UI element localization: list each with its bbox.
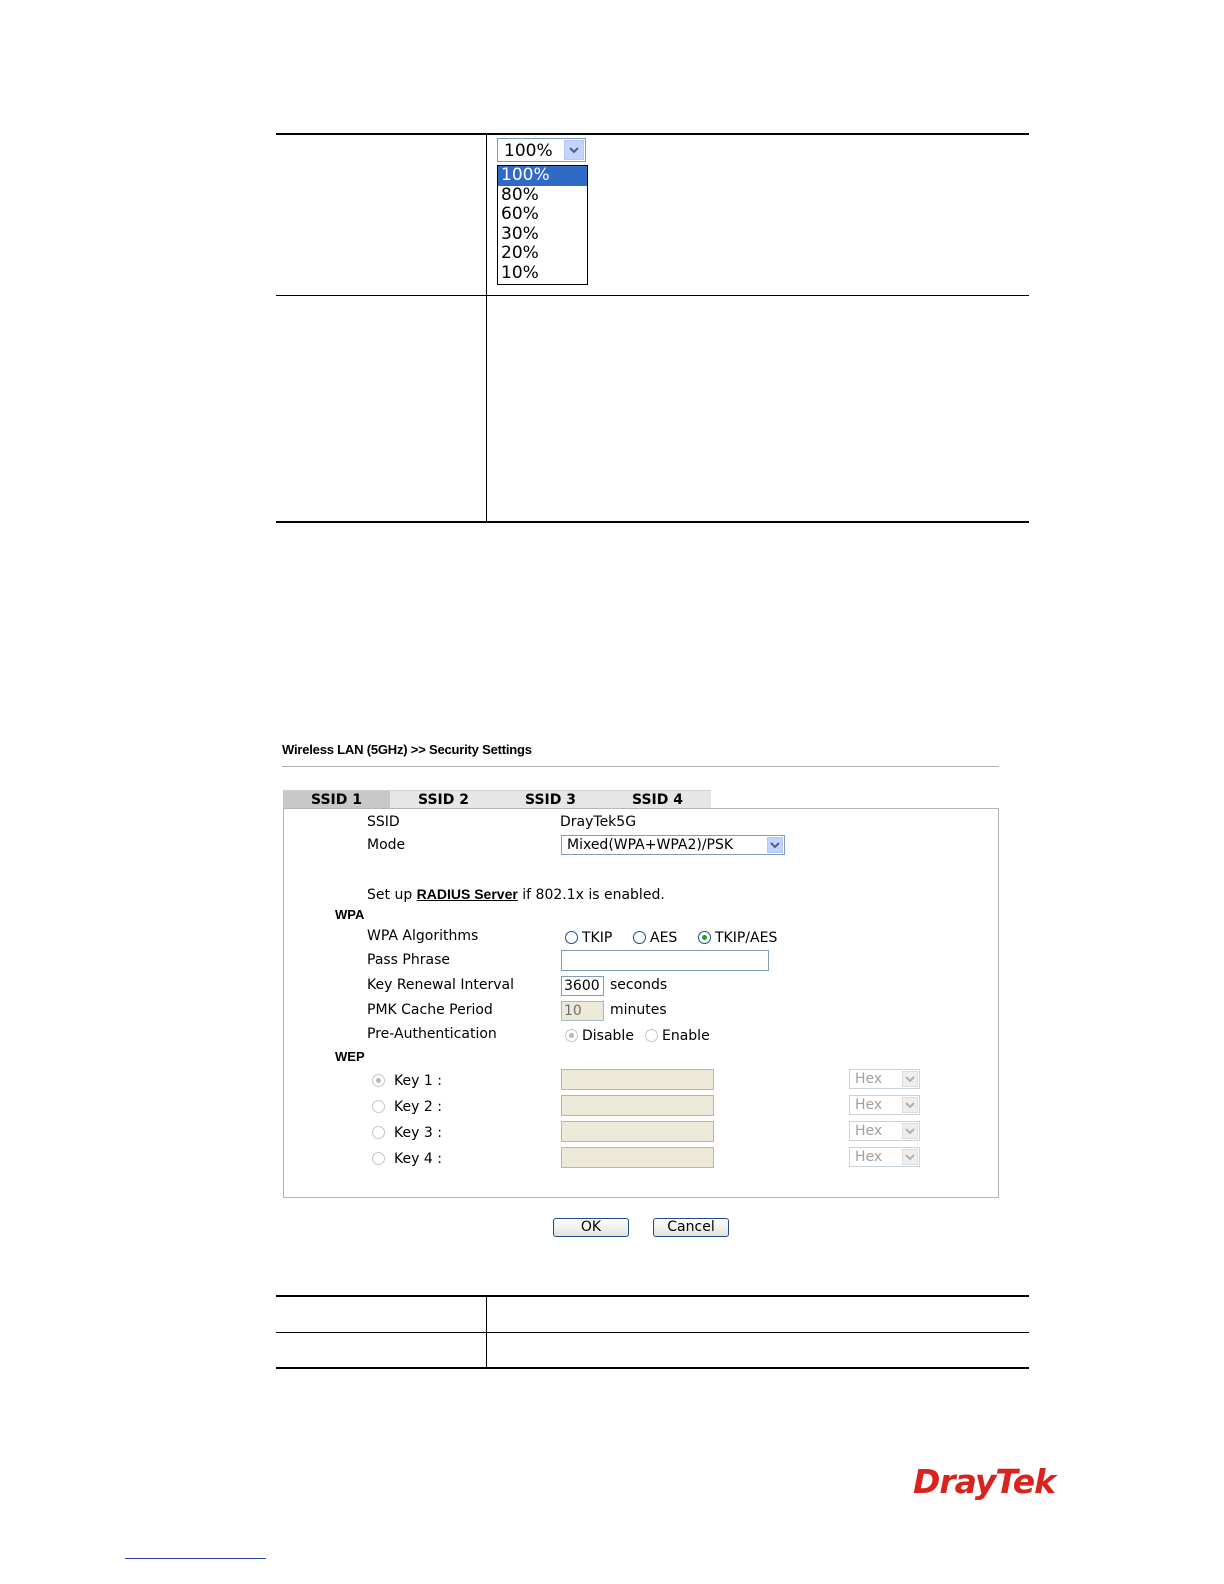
key-1-format-value: Hex <box>855 1071 883 1087</box>
pass-phrase-input[interactable] <box>561 950 769 971</box>
radius-prefix: Set up <box>367 887 413 903</box>
key-4-radio[interactable] <box>372 1152 385 1165</box>
aes-radio[interactable] <box>633 931 646 944</box>
pmk-cache-input[interactable]: 10 <box>561 1001 604 1021</box>
tkip-label: TKIP <box>582 930 613 946</box>
key-2-format-value: Hex <box>855 1097 883 1113</box>
chevron-down-icon[interactable] <box>767 837 783 853</box>
key-4-format-select[interactable] <box>849 1147 920 1167</box>
key-1-label: Key 1 : <box>394 1073 442 1089</box>
key-4-input[interactable] <box>561 1147 714 1168</box>
key-renewal-input[interactable]: 3600 <box>561 976 604 996</box>
power-option[interactable]: 10% <box>501 262 539 283</box>
pre-auth-enable-radio[interactable] <box>645 1029 658 1042</box>
key-3-format-value: Hex <box>855 1123 883 1139</box>
aes-label: AES <box>650 930 678 946</box>
key-4-label: Key 4 : <box>394 1151 442 1167</box>
tkip-aes-label: TKIP/AES <box>715 930 778 946</box>
cancel-button[interactable]: Cancel <box>653 1218 729 1237</box>
mode-label: Mode <box>367 837 406 853</box>
key-3-input[interactable] <box>561 1121 714 1142</box>
chevron-down-icon[interactable] <box>902 1071 918 1087</box>
key-1-radio[interactable] <box>372 1074 385 1087</box>
transmission-power-select[interactable] <box>497 138 586 162</box>
wpa-heading: WPA <box>335 907 365 922</box>
mode-selected-value: Mixed(WPA+WPA2)/PSK <box>567 837 734 853</box>
tab-ssid-1[interactable]: SSID 1 <box>283 790 390 808</box>
page-title: Wireless LAN (5GHz) >> Security Settings <box>282 742 532 757</box>
pre-auth-disable-label: Disable <box>582 1028 634 1044</box>
tab-ssid-3[interactable]: SSID 3 <box>497 790 604 808</box>
key-1-input[interactable] <box>561 1069 714 1090</box>
tab-ssid-4[interactable]: SSID 4 <box>604 790 711 808</box>
pmk-cache-label: PMK Cache Period <box>367 1002 493 1018</box>
key-2-input[interactable] <box>561 1095 714 1116</box>
draytek-logo: DrayTek <box>913 1462 1056 1501</box>
pass-phrase-label: Pass Phrase <box>367 952 450 968</box>
key-renewal-label: Key Renewal Interval <box>367 977 515 993</box>
mode-select[interactable] <box>561 835 785 855</box>
key-3-label: Key 3 : <box>394 1125 442 1141</box>
table-row-divider <box>276 295 1029 296</box>
chevron-down-icon[interactable] <box>902 1149 918 1165</box>
footer-rule <box>125 1558 266 1559</box>
table2-row-divider <box>276 1332 1029 1333</box>
key-1-format-select[interactable] <box>849 1069 920 1089</box>
power-selected-value: 100% <box>504 141 553 161</box>
tkip-aes-radio[interactable] <box>698 931 711 944</box>
pre-auth-disable-radio[interactable] <box>565 1029 578 1042</box>
table2-top-border <box>276 1295 1029 1297</box>
power-option[interactable]: 80% <box>501 184 539 205</box>
table2-column-divider <box>486 1297 487 1369</box>
chevron-down-icon[interactable] <box>902 1097 918 1113</box>
power-option[interactable]: 60% <box>501 204 539 225</box>
key-renewal-unit: seconds <box>610 977 668 993</box>
wpa-algorithms-label: WPA Algorithms <box>367 928 479 944</box>
power-option[interactable]: 20% <box>501 243 539 264</box>
ssid-label: SSID <box>367 814 400 830</box>
radius-note <box>367 886 665 903</box>
power-option[interactable]: 30% <box>501 223 539 244</box>
tab-ssid-2[interactable]: SSID 2 <box>390 790 497 808</box>
wep-heading: WEP <box>335 1049 365 1064</box>
radius-suffix: if 802.1x is enabled. <box>522 887 665 903</box>
power-option[interactable]: 100% <box>498 166 587 186</box>
ssid-value: DrayTek5G <box>560 814 637 830</box>
tkip-radio[interactable] <box>565 931 578 944</box>
power-options-list[interactable] <box>497 165 588 285</box>
key-2-radio[interactable] <box>372 1100 385 1113</box>
chevron-down-icon[interactable] <box>902 1123 918 1139</box>
pre-auth-enable-label: Enable <box>662 1028 710 1044</box>
radius-server-link[interactable]: RADIUS Server <box>416 886 518 902</box>
title-divider <box>282 766 999 767</box>
table2-bottom-border <box>276 1367 1029 1369</box>
table-bottom-border <box>276 521 1029 523</box>
pre-auth-label: Pre-Authentication <box>367 1026 497 1042</box>
key-2-format-select[interactable] <box>849 1095 920 1115</box>
pmk-cache-unit: minutes <box>610 1002 667 1018</box>
table-column-divider <box>486 135 487 523</box>
chevron-down-icon[interactable] <box>564 140 584 160</box>
key-3-radio[interactable] <box>372 1126 385 1139</box>
ok-button[interactable]: OK <box>553 1218 629 1237</box>
table-top-border <box>276 133 1029 135</box>
key-4-format-value: Hex <box>855 1149 883 1165</box>
key-2-label: Key 2 : <box>394 1099 442 1115</box>
key-3-format-select[interactable] <box>849 1121 920 1141</box>
